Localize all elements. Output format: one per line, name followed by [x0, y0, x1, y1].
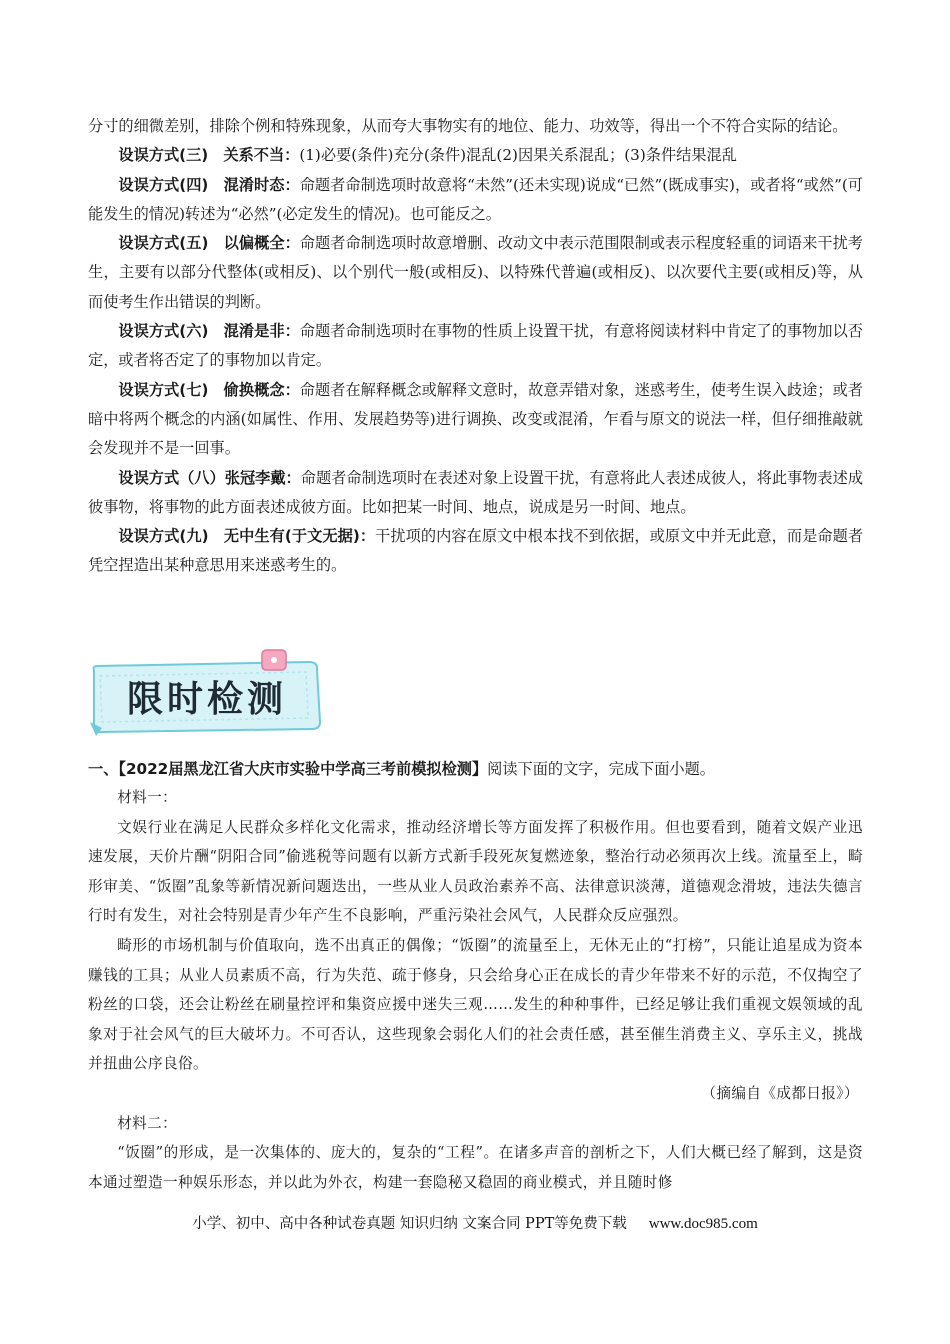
- error-type-text: 命题者在解释概念或解释文意时，故意弄错对象，迷惑考生，使考生误入歧途；或者暗中将两个概念的内涵(如属性、作用、发展趋势等)进行调换、改变或混淆，乍看与原文的说法一样，但仔细推敲就会发现并不是一回事。: [88, 380, 863, 458]
- error-type-label: 设误方式(四) 混淆时态：: [118, 175, 300, 194]
- material1-paragraph-2: 畸形的市场机制与价值取向，选不出真正的偶像；“饭圈”的流量至上，无休无止的“打榜”，只能让追星成为资本赚钱的工具；从业人员素质不高，行为失范、疏于修身，只会给身心正在成长的青少年带来不好的示范，不仅掏空了粉丝的口袋，还会让粉丝在刷量控评和集资应援中迷失三观……发生的种种事件，已经足够让我们重视文娱领域的乱象对于社会风气的巨大破坏力。不可否认，这些现象会弱化人们的社会责任感，甚至催生消费主义、享乐主义，挑战并扭曲公序良俗。: [88, 936, 863, 1073]
- error-type-text: (1)必要(条件)充分(条件)混乱(2)因果关系混乱；(3)条件结果混乱: [299, 146, 737, 165]
- page-footer: [0, 1212, 950, 1233]
- clip-icon: [262, 650, 286, 670]
- error-type-text: 命题者命制选项时故意将“未然”(还未实现)说成“已然”(既成事实)，或者将“或然”(可能发生的情况)转述为“必然”(必定发生的情况)。也可能反之。: [88, 175, 863, 223]
- error-type-label: 设误方式(七) 偷换概念：: [118, 380, 300, 399]
- error-type-6: [88, 317, 863, 376]
- question-source: 【2022届黑龙江省大庆市实验中学高三考前模拟检测】: [118, 760, 488, 778]
- error-type-label: 设误方式(三) 关系不当：: [118, 146, 300, 165]
- banner-graphic: [84, 648, 334, 738]
- intro-section: [88, 112, 863, 581]
- error-type-text: 干扰项的内容在原文中根本找不到依据，或原文中并无此意，而是命题者凭空捏造出某种意思用来迷惑考生的。: [88, 527, 864, 575]
- error-type-text: 命题者命制选项时在表述对象上设置干扰，有意将此人表述成彼人，将此事物表述成彼事物，将事物的此方面表述成彼方面。比如把某一时间、地点，说成是另一时间、地点。: [88, 468, 864, 516]
- material2-paragraph-1: “饭圈”的形成，是一次集体的、庞大的，复杂的“工程”。在诸多声音的剖析之下，人们大概已经了解到，这是资本通过塑造一种娱乐形态，并以此为外衣，构建一套隐秘又稳固的商业模式，并且随时修: [88, 1144, 863, 1191]
- footer-text: 小学、初中、高中各种试卷真题 知识归纳 文案合同 PPT等免费下载: [192, 1216, 627, 1232]
- error-type-label: 设误方式(六) 混淆是非：: [118, 322, 300, 341]
- error-type-label: 设误方式（八）张冠李戴：: [118, 468, 301, 487]
- error-type-7: [88, 376, 863, 464]
- question-header: [88, 755, 863, 783]
- material1-source: （摘编自《成都日报》）: [701, 1084, 859, 1102]
- error-type-9: [88, 522, 863, 581]
- error-type-label: 设误方式(五) 以偏概全：: [118, 234, 300, 253]
- material1-label: 材料一：: [117, 789, 178, 806]
- material2-label: 材料二：: [117, 1114, 178, 1132]
- error-type-5: [88, 229, 863, 317]
- question-instruction: 阅读下面的文字，完成下面小题。: [487, 760, 715, 778]
- error-type-label: 设误方式(九) 无中生有(于文无据)：: [118, 527, 376, 546]
- section-banner: [84, 648, 334, 738]
- error-type-text: 命题者命制选项时故意增删、改动文中表示范围限制或表示程度轻重的词语来干扰考生，主要有以部分代整体(或相反)、以个别代一般(或相反)、以特殊代普遍(或相反)、以次要代主要(或相反)等，从而使考生作出错误的判断。: [88, 234, 863, 311]
- error-type-3: [88, 141, 863, 170]
- intro-continuation: 分寸的细微差别，排除个例和特殊现象，从而夸大事物实有的地位、能力、功效等，得出一个不符合实际的结论。: [88, 117, 848, 135]
- question-section: [88, 755, 863, 1197]
- reading-materials: [88, 783, 863, 1197]
- error-type-8: [88, 464, 863, 523]
- banner-title: 限时检测: [126, 679, 288, 720]
- error-type-text: 命题者命制选项时在事物的性质上设置干扰，有意将阅读材料中肯定了的事物加以否定，或者将否定了的事物加以肯定。: [88, 322, 863, 370]
- material1-paragraph-1: 文娱行业在满足人民群众多样化文化需求，推动经济增长等方面发挥了积极作用。但也要看到，随着文娱产业迅速发展，天价片酬“阴阳合同”偷逃税等问题有以新方式新手段死灰复燃迹象，整治行动必须再次上线。流量至上，畸形审美、“饭圈”乱象等新情况新问题迭出，一些从业人员政治素养不高、法律意识淡薄，道德观念滑坡，违法失德言行时有发生，对社会特别是青少年产生不良影响，严重污染社会风气，人民群众反应强烈。: [88, 818, 863, 925]
- footer-url[interactable]: www.doc985.com: [648, 1216, 758, 1232]
- question-number: 一、: [88, 760, 119, 778]
- error-type-4: [88, 171, 863, 230]
